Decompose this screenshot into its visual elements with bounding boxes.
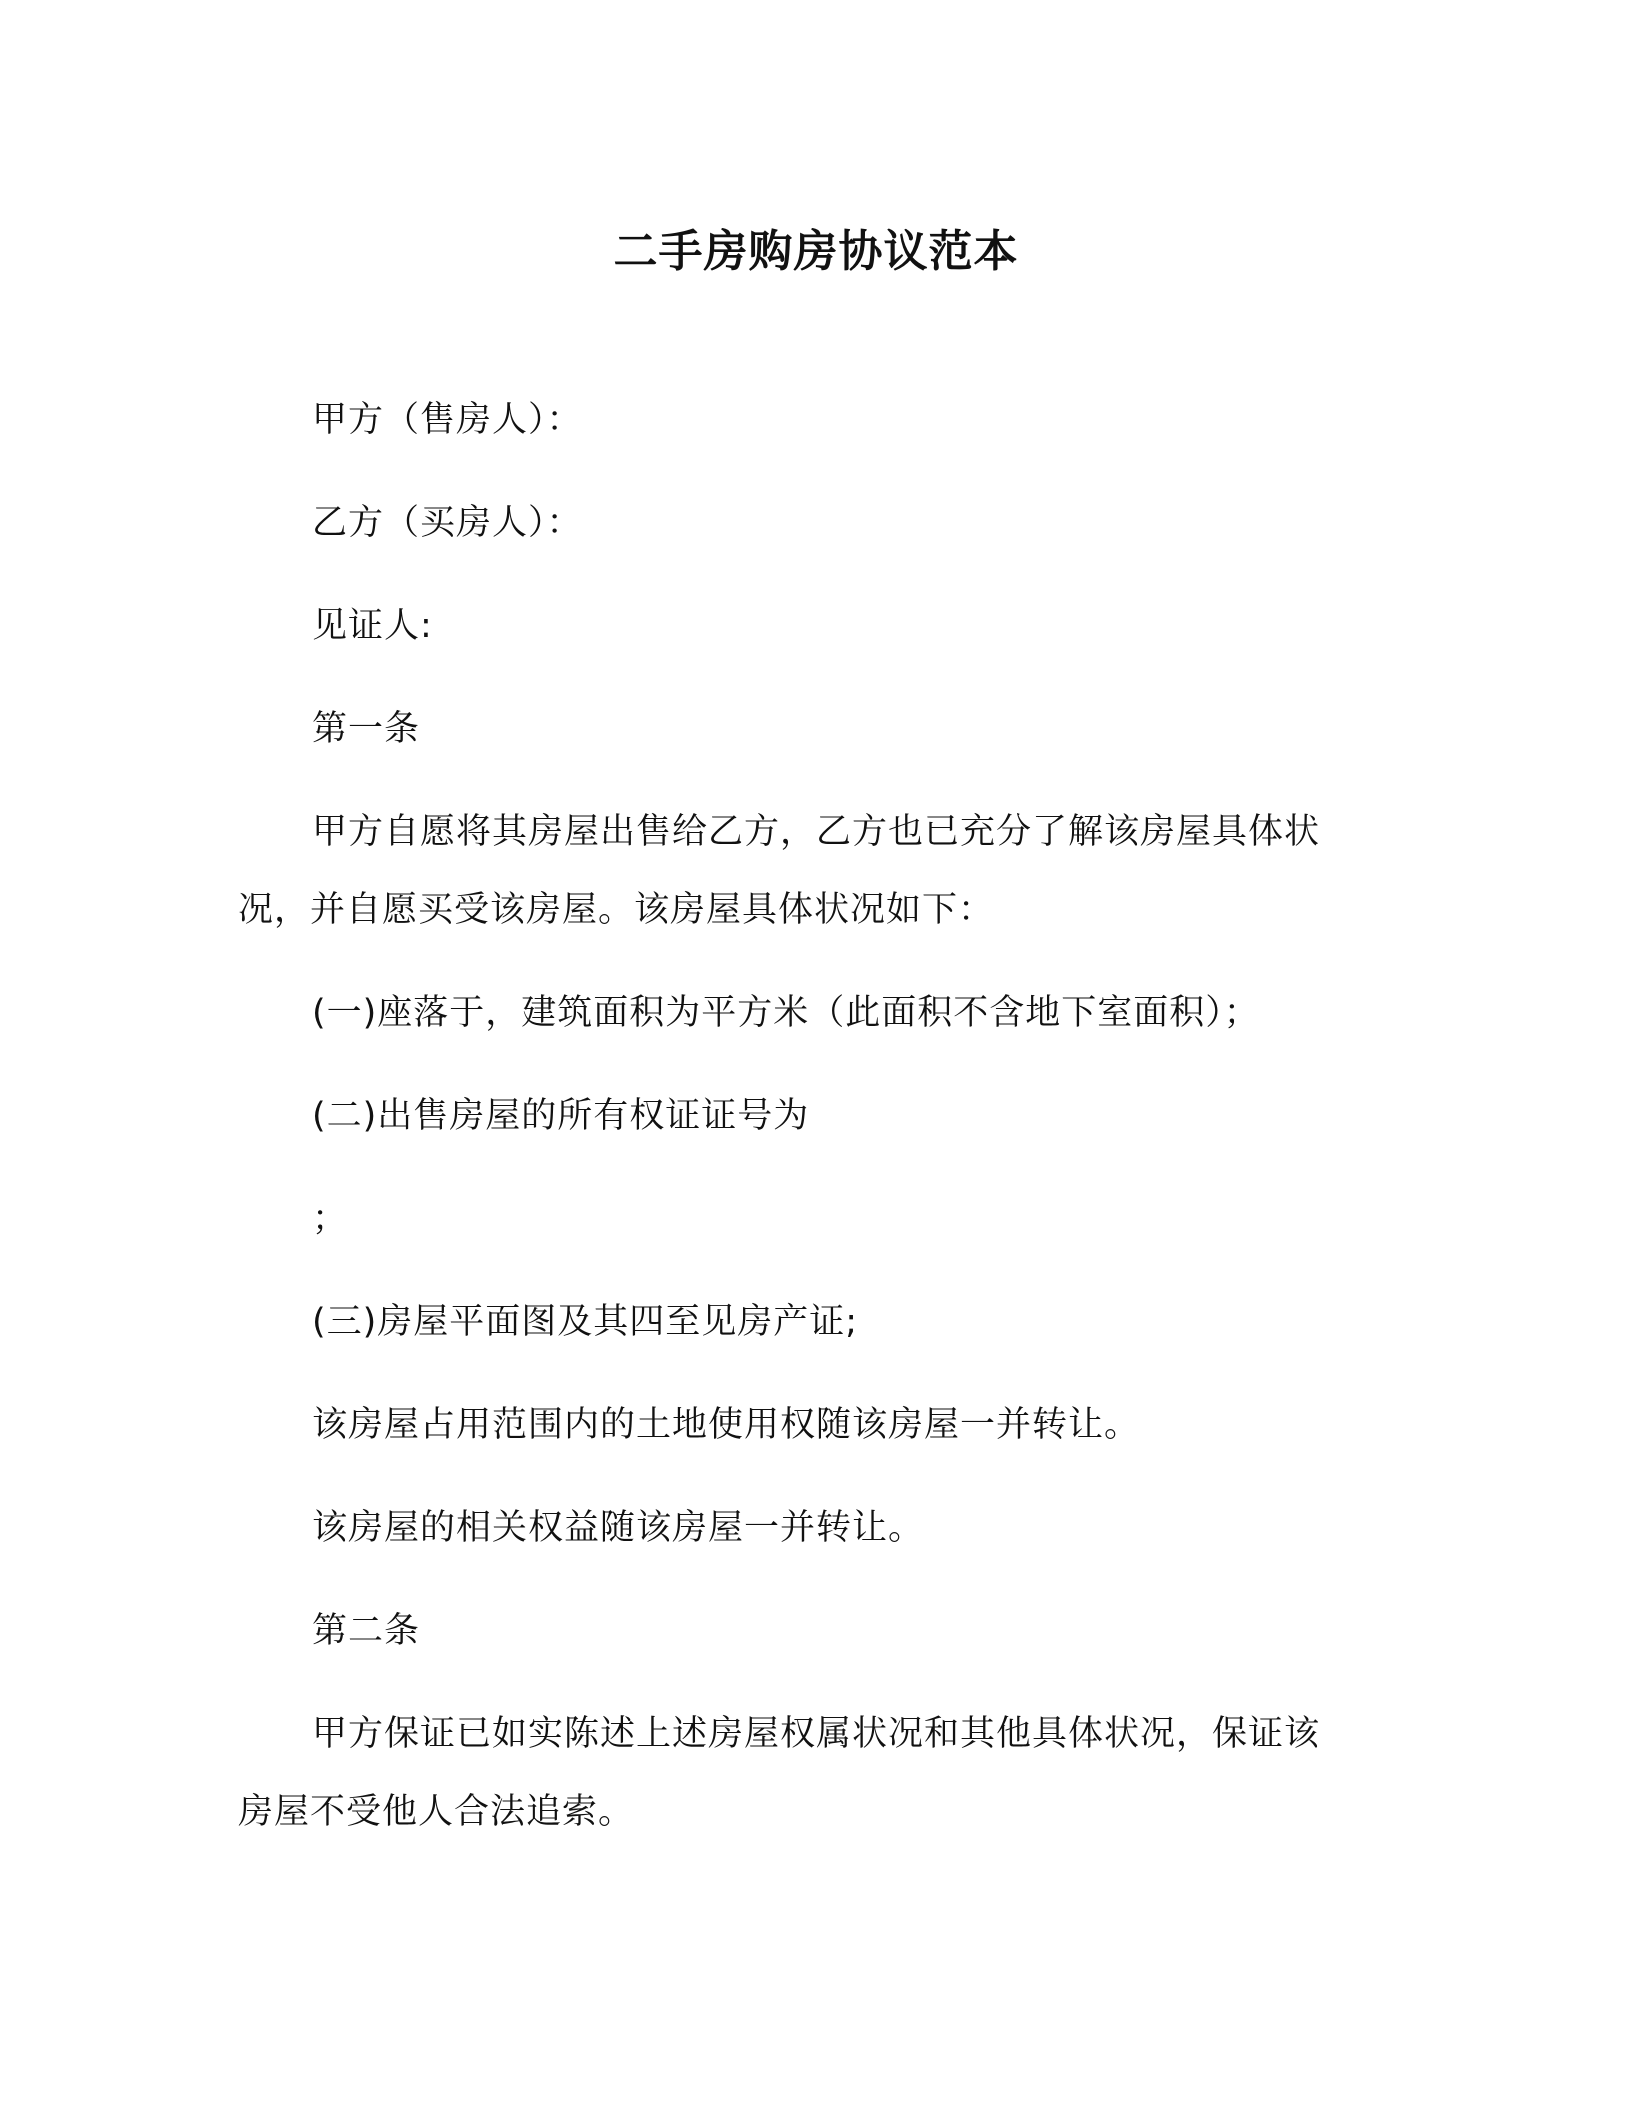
witness-line: 见证人: bbox=[312, 606, 433, 646]
item-2-continuation: ； bbox=[312, 1199, 349, 1239]
article-1-heading: 第一条 bbox=[312, 709, 421, 749]
item-1-line: (一)座落于，建筑面积为平方米（此面积不含地下室面积）； bbox=[312, 993, 1260, 1033]
document-title: 二手房购房协议范本 bbox=[613, 226, 1019, 277]
related-rights-line: 该房屋的相关权益随该房屋一并转让。 bbox=[312, 1508, 925, 1548]
land-use-line: 该房屋占用范围内的土地使用权随该房屋一并转让。 bbox=[312, 1405, 1141, 1445]
article-2-paragraph-line-2: 房屋不受他人合法追索。 bbox=[238, 1792, 635, 1832]
article-1-paragraph-line-2: 况，并自愿买受该房屋。该房屋具体状况如下： bbox=[238, 890, 995, 930]
party-a-line: 甲方（售房人）： bbox=[312, 400, 583, 440]
party-b-line: 乙方（买房人）： bbox=[312, 503, 583, 543]
article-2-heading: 第二条 bbox=[312, 1611, 421, 1651]
item-2-line: (二)出售房屋的所有权证证号为 bbox=[312, 1096, 810, 1136]
article-1-paragraph-line-1: 甲方自愿将其房屋出售给乙方，乙方也已充分了解该房屋具体状 bbox=[312, 812, 1321, 852]
item-3-line: (三)房屋平面图及其四至见房产证; bbox=[312, 1302, 859, 1342]
article-2-paragraph-line-1: 甲方保证已如实陈述上述房屋权属状况和其他具体状况，保证该 bbox=[312, 1714, 1321, 1754]
